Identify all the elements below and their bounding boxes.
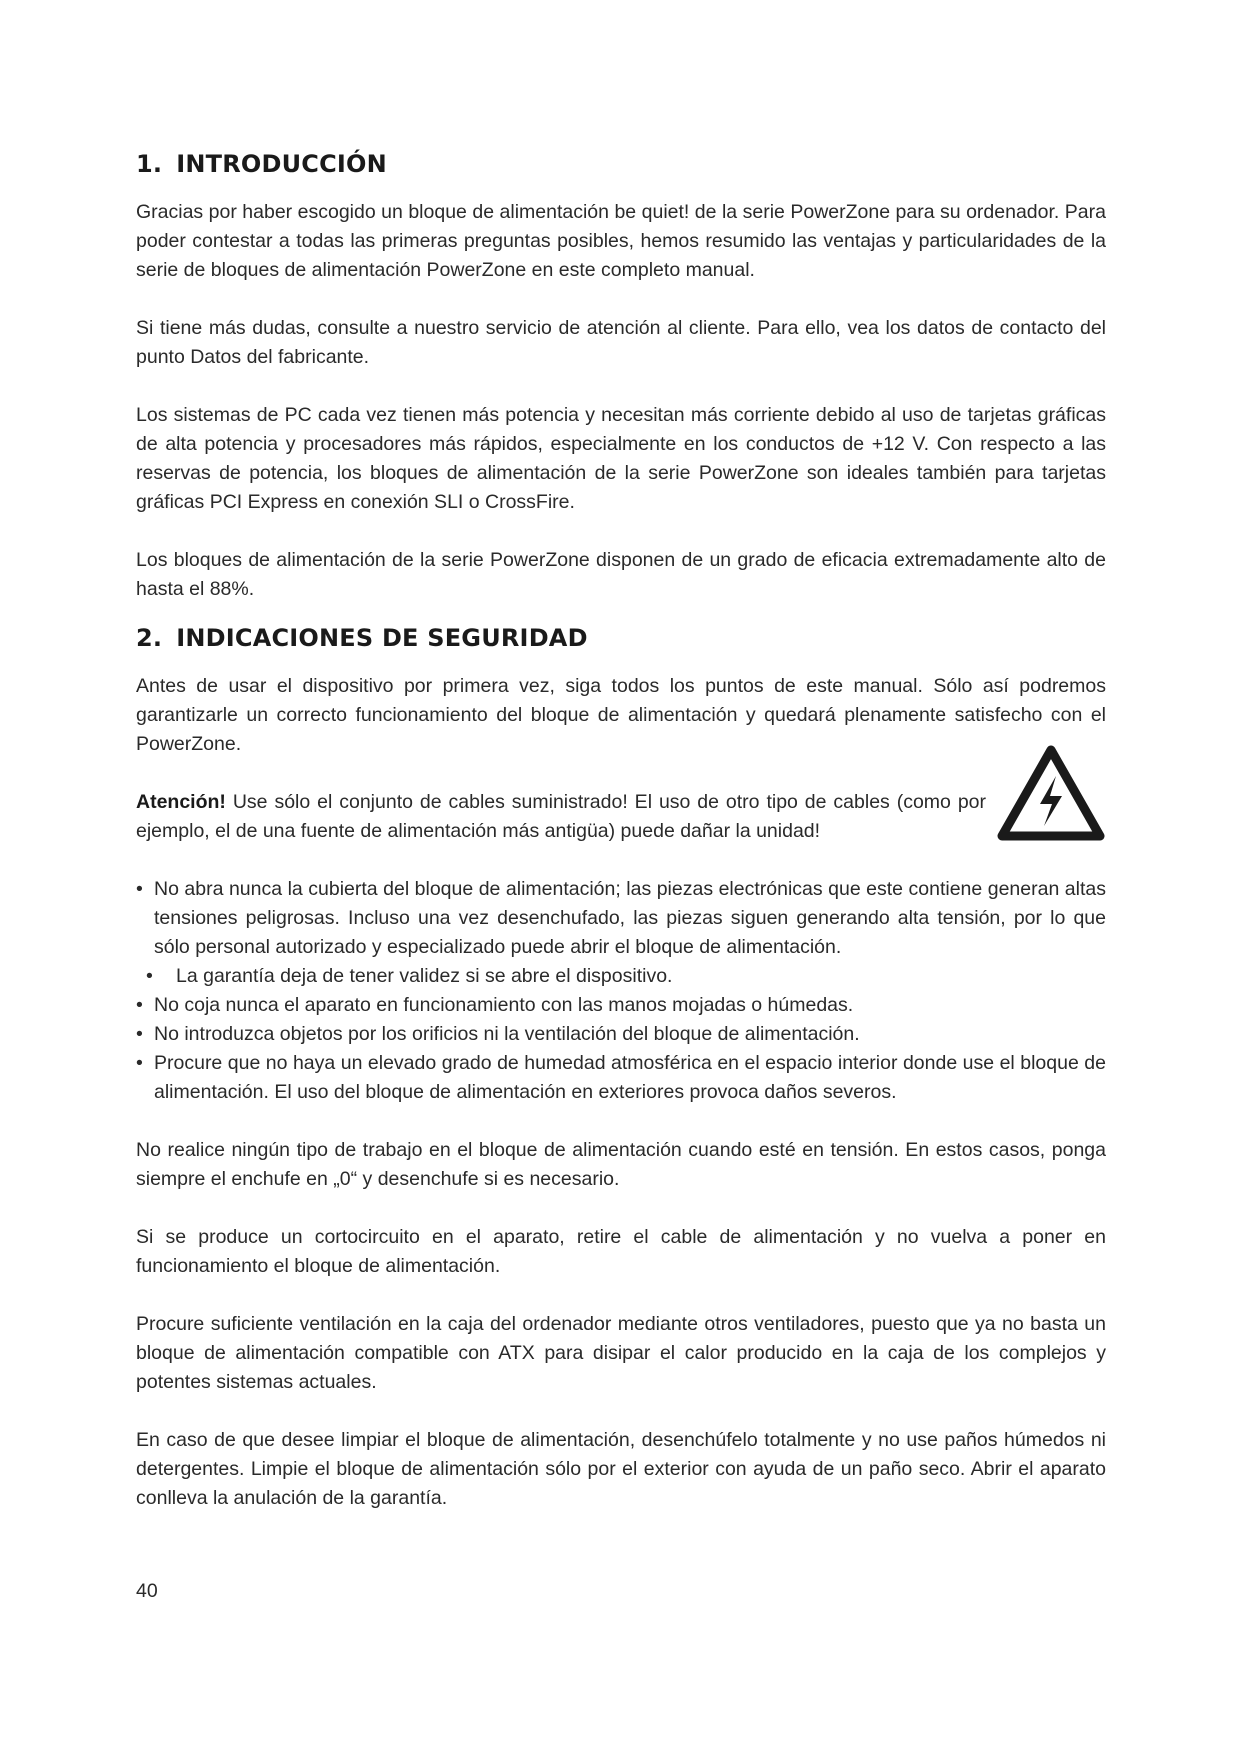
list-item: • No introduzca objetos por los orificios ni la ventilación del bloque de alimentación. xyxy=(136,1020,1106,1049)
section-1-heading xyxy=(136,150,1106,178)
warning-body: Use sólo el conjunto de cables suministrado! El uso de otro tipo de cables (como por ejemplo, el de una fuente de alimentación más antigüa) puede dañar la unidad! xyxy=(136,791,986,842)
bullet-marker: • xyxy=(136,1052,143,1074)
bullet-marker: • xyxy=(136,994,143,1016)
section-1-number: 1. xyxy=(136,150,163,178)
list-item: • Procure que no haya un elevado grado de humedad atmosférica en el espacio interior donde use el bloque de alimentación. El uso del bloque de alimentación en exteriores provoca daños severos. xyxy=(136,1049,1106,1107)
section-2-title: INDICACIONES DE SEGURIDAD xyxy=(176,624,588,652)
intro-paragraph-3: Los sistemas de PC cada vez tienen más potencia y necesitan más corriente debido al uso de tarjetas gráficas de alta potencia y procesadores más rápidos, especialmente en los conductos de +12 V. Con respecto a las reservas de potencia, los bloques de alimentación de la serie PowerZone son ideales también para tarjetas gráficas PCI Express en conexión SLI o CrossFire. xyxy=(136,404,1106,513)
bullet-marker: • xyxy=(136,1023,143,1045)
warning-label: Atención! xyxy=(136,791,226,813)
safety-paragraph-3: Procure suficiente ventilación en la caja del ordenador mediante otros ventiladores, puesto que ya no basta un bloque de alimentación compatible con ATX para disipar el calor producido en la caja de los complejos y potentes sistemas actuales. xyxy=(136,1313,1106,1393)
safety-paragraph-4: En caso de que desee limpiar el bloque de alimentación, desenchúfelo totalmente y no use paños húmedos ni detergentes. Limpie el bloque de alimentación sólo por el exterior con ayuda de un paño seco. Abrir el aparato conlleva la anulación de la garantía. xyxy=(136,1429,1106,1509)
high-voltage-warning-icon xyxy=(996,744,1106,844)
intro-paragraph-2: Si tiene más dudas, consulte a nuestro servicio de atención al cliente. Para ello, vea los datos de contacto del punto Datos del fabricante. xyxy=(136,317,1106,368)
list-item: • No abra nunca la cubierta del bloque de alimentación; las piezas electrónicas que este contiene generan altas tensiones peligrosas. Incluso una vez desenchufado, las piezas siguen generando alta tensión, por lo que sólo personal autorizado y especializado puede abrir el bloque de alimentación. xyxy=(136,875,1106,962)
section-1-title: INTRODUCCIÓN xyxy=(176,150,387,178)
intro-paragraph-1: Gracias por haber escogido un bloque de alimentación be quiet! de la serie PowerZone para su ordenador. Para poder contestar a todas las primeras preguntas posibles, hemos resumido las ventajas y particularidades de la serie de bloques de alimentación PowerZone en este completo manual. xyxy=(136,201,1106,281)
safety-paragraph-1: No realice ningún tipo de trabajo en el bloque de alimentación cuando esté en tensión. En estos casos, ponga siempre el enchufe en „0“ y desenchufe si es necesario. xyxy=(136,1139,1106,1190)
safety-intro-paragraph: Antes de usar el dispositivo por primera vez, siga todos los puntos de este manual. Sólo así podremos garantizarle un correcto funcionamiento del bloque de alimentación y quedará plenamente satisfecho con el PowerZone. xyxy=(136,675,1106,755)
safety-paragraph-2: Si se produce un cortocircuito en el aparato, retire el cable de alimentación y no vuelva a poner en funcionamiento el bloque de alimentación. xyxy=(136,1226,1106,1277)
warning-block xyxy=(136,788,1106,846)
warning-text xyxy=(136,788,986,846)
section-2-number: 2. xyxy=(136,624,163,652)
bullet-marker: • xyxy=(146,965,153,987)
section-2-heading xyxy=(136,624,1106,652)
list-item: • No coja nunca el aparato en funcionamiento con las manos mojadas o húmedas. xyxy=(136,991,1106,1020)
document-page xyxy=(136,150,1106,1542)
list-item: • La garantía deja de tener validez si se abre el dispositivo. xyxy=(136,962,1106,991)
intro-paragraph-4: Los bloques de alimentación de la serie PowerZone disponen de un grado de eficacia extremadamente alto de hasta el 88%. xyxy=(136,549,1106,600)
page-number: 40 xyxy=(136,1580,158,1602)
bullet-marker: • xyxy=(136,878,143,900)
safety-bullet-list xyxy=(136,875,1106,1107)
